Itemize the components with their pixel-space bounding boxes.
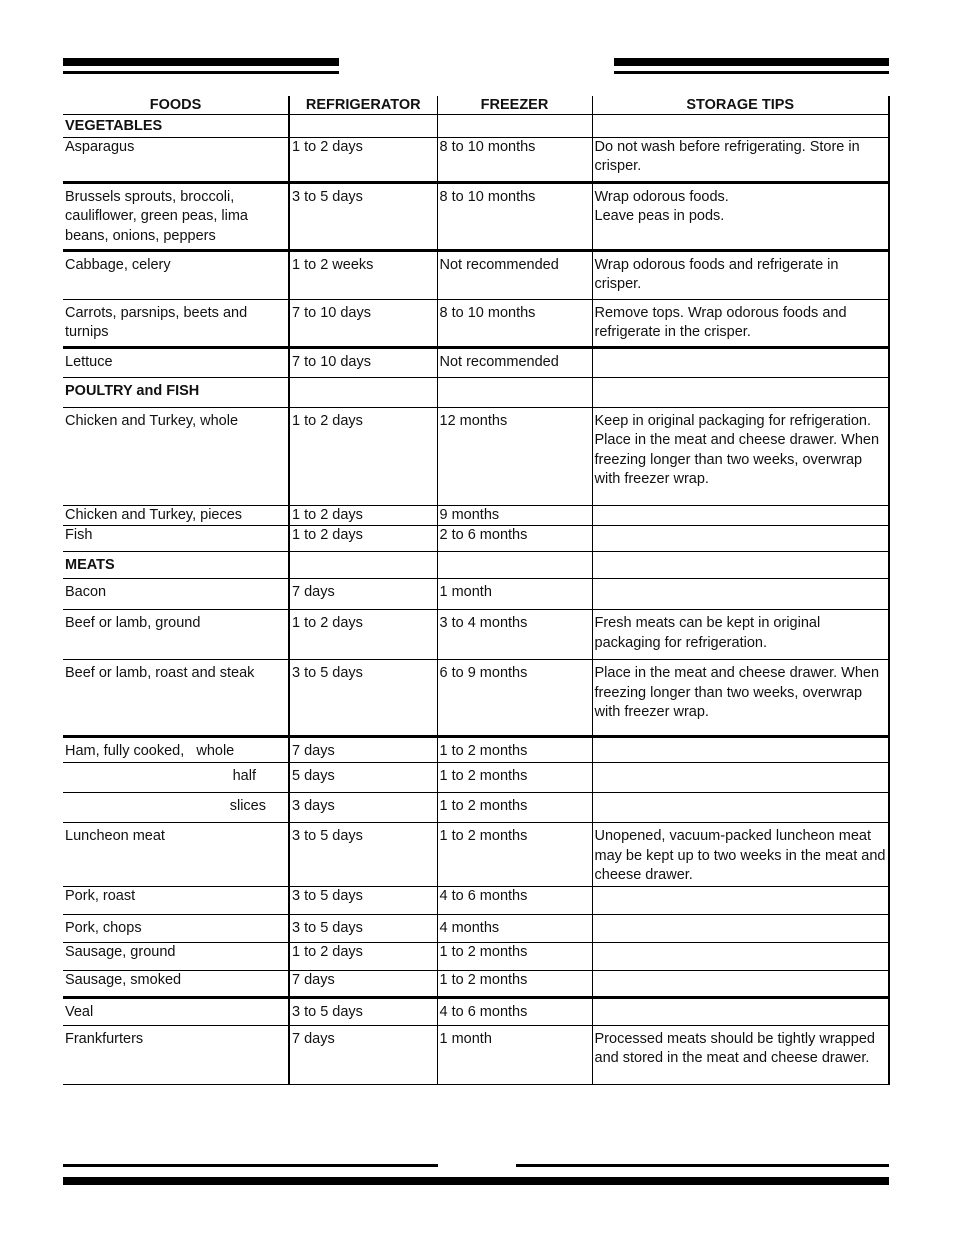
footer-rule [63,1177,889,1185]
footer-rule-left-thin [63,1164,438,1167]
table-header-row [63,96,889,115]
table-row: Fish 1 to 2 days 2 to 6 months [63,526,889,552]
table-row: Luncheon meat 3 to 5 days 1 to 2 months Unopened, vacuum-packed luncheon meat may be kept up to two weeks in the meat and cheese drawer. [63,823,889,887]
table-row: Pork, chops 3 to 5 days 4 months [63,914,889,942]
section-title: MEATS [63,552,289,579]
section-row-poultry-fish [63,377,889,407]
table-row: Beef or lamb, ground 1 to 2 days 3 to 4 months Fresh meats can be kept in original packaging for refrigeration. [63,610,889,660]
section-title: POULTRY and FISH [63,377,289,407]
section-title: VEGETABLES [63,115,289,138]
table-row: half 5 days 1 to 2 months [63,763,889,793]
table-row: Asparagus 1 to 2 days 8 to 10 months Do not wash before refrigerating. Store in crisper. [63,137,889,182]
table-row: Pork, roast 3 to 5 days 4 to 6 months [63,886,889,914]
table-row: Lettuce 7 to 10 days Not recommended [63,347,889,377]
footer-rule-right-thin [516,1164,889,1167]
col-header-storage-tips: STORAGE TIPS [592,96,889,115]
table-row: Brussels sprouts, broccoli, cauliflower, green peas, lima beans, onions, peppers 3 to 5 days 8 to 10 months Wrap odorous foods. Leave peas in pods. [63,182,889,250]
section-row-vegetables [63,115,889,138]
col-header-foods: FOODS [63,96,289,115]
table-row: Chicken and Turkey, pieces 1 to 2 days 9 months [63,505,889,526]
table-row: Sausage, ground 1 to 2 days 1 to 2 months [63,942,889,970]
header-rule-left-thin [63,71,339,74]
table-row: slices 3 days 1 to 2 months [63,793,889,823]
section-row-meats [63,552,889,579]
table-row: Veal 3 to 5 days 4 to 6 months [63,997,889,1025]
header-rule-left [63,58,339,66]
header-rule-right [614,58,889,66]
table-row: Sausage, smoked 7 days 1 to 2 months [63,970,889,997]
table-row: Chicken and Turkey, whole 1 to 2 days 12 months Keep in original packaging for refrigeration. Place in the meat and cheese drawer. When freezing longer than two weeks, overwrap with freezer wrap. [63,407,889,505]
table-row: Frankfurters 7 days 1 month Processed meats should be tightly wrapped and stored in the meat and cheese drawer. [63,1025,889,1084]
table-row: Bacon 7 days 1 month [63,579,889,610]
col-header-refrigerator: REFRIGERATOR [289,96,437,115]
col-header-freezer: FREEZER [437,96,592,115]
header-rule-right-thin [614,71,889,74]
table-row: Beef or lamb, roast and steak 3 to 5 days 6 to 9 months Place in the meat and cheese drawer. When freezing longer than two weeks, overwrap with freezer wrap. [63,660,889,737]
table-row: Carrots, parsnips, beets and turnips 7 to 10 days 8 to 10 months Remove tops. Wrap odorous foods and refrigerate in the crisper. [63,299,889,347]
table-row: Ham, fully cooked, whole 7 days 1 to 2 months [63,737,889,763]
table-row: Cabbage, celery 1 to 2 weeks Not recommended Wrap odorous foods and refrigerate in crisper. [63,250,889,299]
food-storage-table [63,96,890,1085]
